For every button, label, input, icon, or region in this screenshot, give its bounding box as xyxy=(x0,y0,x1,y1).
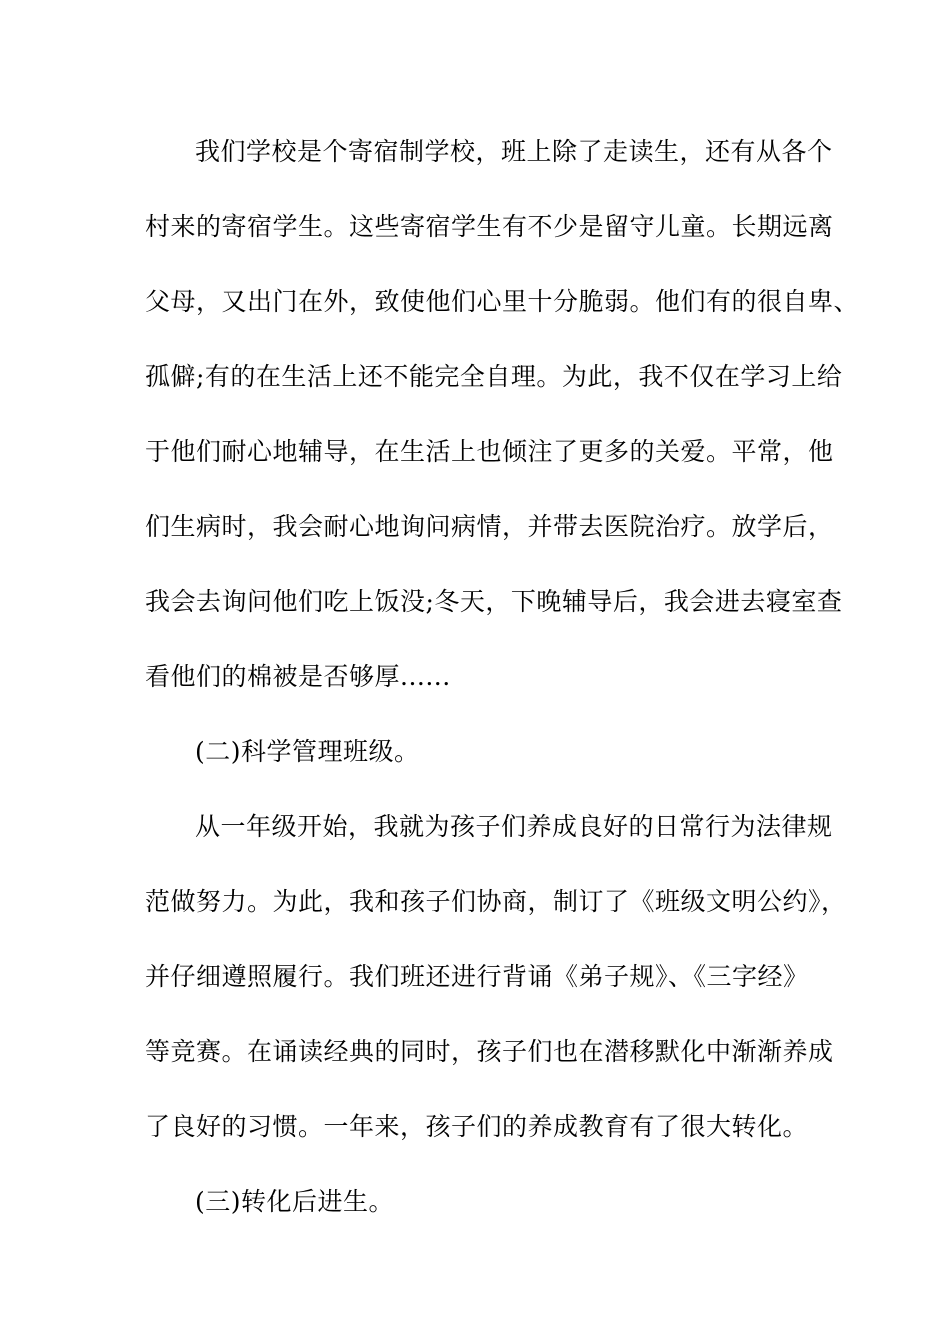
text-line: 村来的寄宿学生。这些寄宿学生有不少是留守儿童。长期远离 xyxy=(145,212,834,241)
section-heading: (三)转化后进生。 xyxy=(195,1187,395,1216)
section-heading: (二)科学管理班级。 xyxy=(195,737,420,766)
text-line: 我们学校是个寄宿制学校，班上除了走读生，还有从各个 xyxy=(195,137,833,166)
text-line: 们生病时，我会耐心地询问病情，并带去医院治疗。放学后， xyxy=(145,512,834,541)
text-line: 并仔细遵照履行。我们班还进行背诵《弟子规》、《三字经》 xyxy=(145,962,809,991)
text-line: 了良好的习惯。一年来，孩子们的养成教育有了很大转化。 xyxy=(145,1112,809,1141)
text-line: 父母，又出门在外，致使他们心里十分脆弱。他们有的很自卑、 xyxy=(145,287,860,316)
text-line: 等竞赛。在诵读经典的同时，孩子们也在潜移默化中渐渐养成 xyxy=(145,1037,834,1066)
text-line: 范做努力。为此，我和孩子们协商，制订了《班级文明公约》， xyxy=(145,887,847,916)
text-line: 孤僻;有的在生活上还不能完全自理。为此，我不仅在学习上给 xyxy=(145,362,843,391)
text-line: 于他们耐心地辅导，在生活上也倾注了更多的关爱。平常，他 xyxy=(145,437,834,466)
text-line: 我会去询问他们吃上饭没;冬天，下晚辅导后，我会进去寝室查 xyxy=(145,587,843,616)
text-line: 从一年级开始，我就为孩子们养成良好的日常行为法律规 xyxy=(195,812,833,841)
text-line: 看他们的棉被是否够厚...... xyxy=(145,662,451,691)
